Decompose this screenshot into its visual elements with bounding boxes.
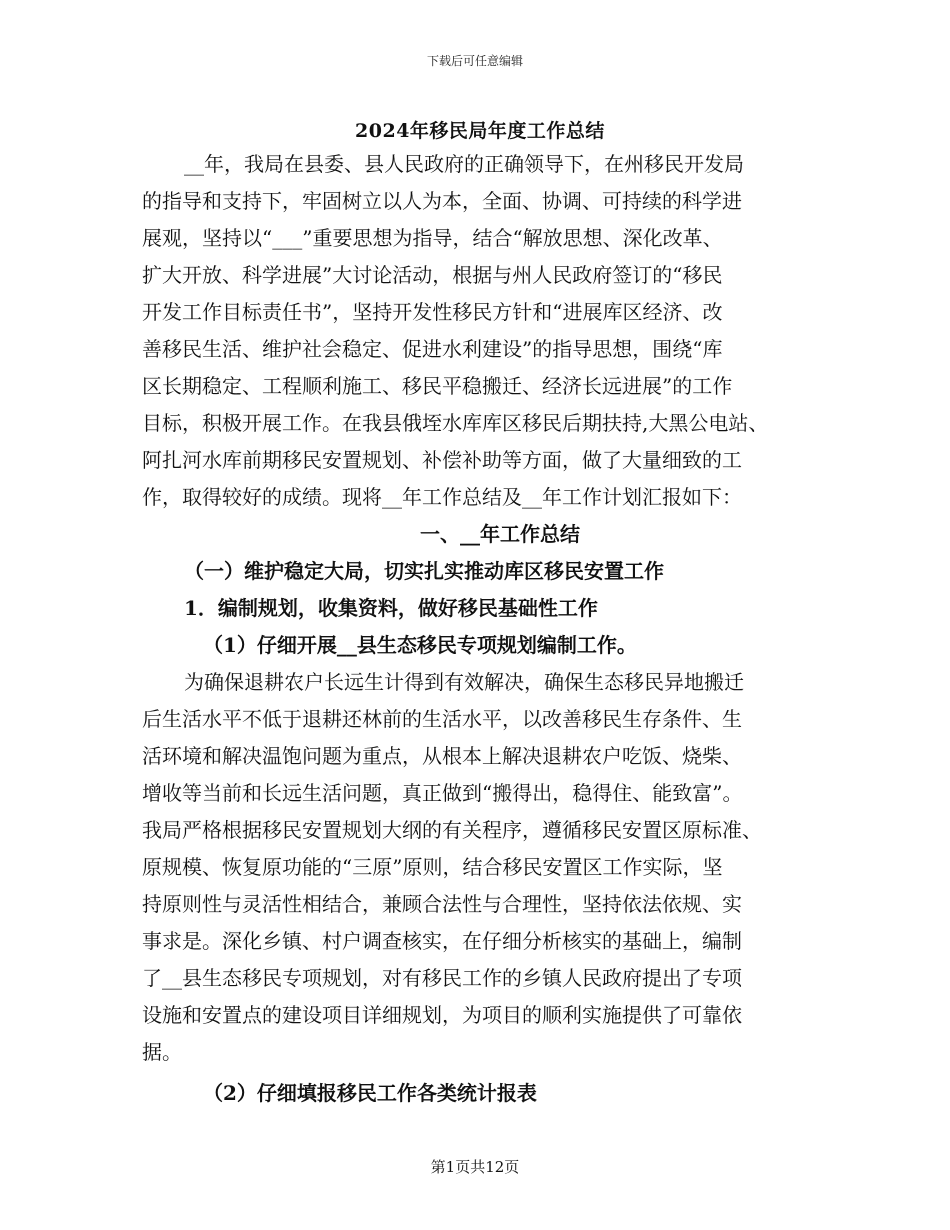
paragraph-line: 事求是。深化乡镇、村户调查核实，在仔细分析核实的基础上，编制 [142, 929, 742, 953]
paragraph-line: 我局严格根据移民安置规划大纲的有关程序，遵循移民安置区原标准、 [142, 818, 762, 842]
paragraph-line: 持原则性与灵活性相结合，兼顾合法性与合理性，坚持依法依规、实 [142, 892, 742, 916]
document-title: 2024年移民局年度工作总结 [355, 120, 605, 142]
paragraph-line: 目标，积极开展工作。在我县俄垤水库库区移民后期扶持,大黑公电站、 [142, 411, 769, 435]
paragraph-line: 原规模、恢复原功能的“三原”原则，结合移民安置区工作实际，坚 [142, 855, 723, 879]
paragraph-line: 区长期稳定、工程顺利施工、移民平稳搬迁、经济长远进展”的工作 [142, 374, 733, 398]
paragraph-line: 增收等当前和长远生活问题，真正做到“搬得出，稳得住、能致富”。 [142, 781, 743, 805]
page-footer: 第1页共12页 [430, 1158, 520, 1176]
paragraph-line: 开发工作目标责任书”，坚持开发性移民方针和“进展库区经济、改 [142, 300, 723, 324]
paragraph-line: 扩大开放、科学进展”大讨论活动，根据与州人民政府签订的“移民 [142, 263, 723, 287]
subitem-heading: （2）仔细填报移民工作各类统计报表 [203, 1081, 537, 1105]
paragraph-line: 善移民生活、维护社会稳定、促进水利建设”的指导思想，围绕“库 [142, 337, 723, 361]
paragraph-line: 设施和安置点的建设项目详细规划，为项目的顺利实施提供了可靠依 [142, 1003, 742, 1027]
paragraph-line: 展观，坚持以“___”重要思想为指导，结合“解放思想、深化改革、 [142, 226, 723, 250]
paragraph-line: 作，取得较好的成绩。现将__年工作总结及__年工作计划汇报如下： [142, 485, 742, 509]
page-header: 下载后可任意编辑 [426, 54, 523, 68]
paragraph-line: 据。 [142, 1040, 182, 1064]
item-heading: 1．编制规划，收集资料，做好移民基础性工作 [184, 596, 598, 620]
paragraph-line: 活环境和解决温饱问题为重点，从根本上解决退耕农户吃饭、烧柴、 [142, 744, 742, 768]
paragraph-line: 了__县生态移民专项规划，对有移民工作的乡镇人民政府提出了专项 [142, 966, 742, 990]
section-heading: 一、__年工作总结 [420, 522, 580, 546]
paragraph-line: 阿扎河水库前期移民安置规划、补偿补助等方面，做了大量细致的工 [142, 448, 742, 472]
paragraph-line: 后生活水平不低于退耕还林前的生活水平，以改善移民生存条件、生 [142, 707, 742, 731]
paragraph-line: 的指导和支持下，牢固树立以人为本，全面、协调、可持续的科学进 [142, 189, 742, 213]
paragraph-line: 为确保退耕农户长远生计得到有效解决，确保生态移民异地搬迁 [184, 670, 744, 694]
subitem-heading: （1）仔细开展__县生态移民专项规划编制工作。 [203, 633, 637, 657]
subsection-heading: （一）维护稳定大局，切实扎实推动库区移民安置工作 [184, 559, 664, 583]
paragraph-line: __年，我局在县委、县人民政府的正确领导下，在州移民开发局 [184, 152, 744, 176]
